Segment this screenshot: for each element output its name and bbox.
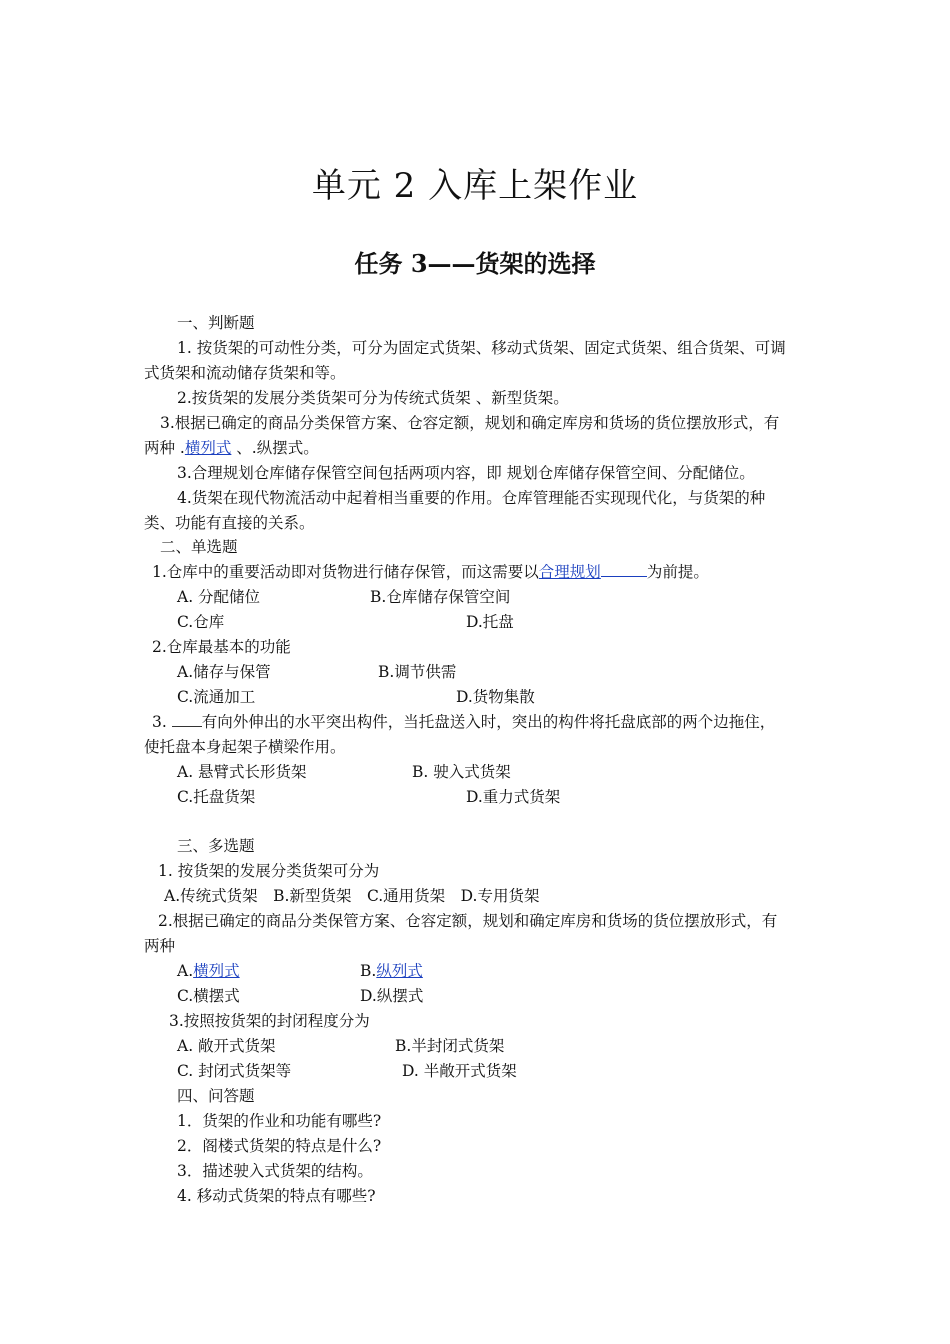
sa-question-3: 3．描述驶入式货架的结构。 bbox=[177, 1162, 373, 1180]
section-heading-single-choice: 二、单选题 bbox=[160, 538, 238, 556]
mc-q3-option-d: D. 半敞开式货架 bbox=[402, 1062, 517, 1080]
tf-question-4-line1: 4.货架在现代物流活动中起着相当重要的作用。仓库管理能否实现现代化，与货架的种 bbox=[177, 489, 766, 507]
sc-question-3-line2: 使托盘本身起架子横梁作用。 bbox=[144, 738, 346, 756]
sc-q2-option-a: A.储存与保管 bbox=[177, 663, 271, 681]
option-prefix: A. bbox=[177, 962, 194, 980]
sc-q2-option-d: D.货物集散 bbox=[456, 688, 535, 706]
mc-question-1: 1. 按货架的发展分类货架可分为 bbox=[158, 862, 380, 880]
option-text: 横摆式 bbox=[193, 987, 240, 1005]
tf-question-1-line2: 式货架和流动储存货架和等。 bbox=[144, 364, 346, 382]
mc-q2-option-d bbox=[360, 986, 423, 1006]
sc-q2-option-c: C.流通加工 bbox=[177, 688, 256, 706]
sc-question-3-line1 bbox=[152, 712, 775, 732]
section-heading-true-false: 一、判断题 bbox=[177, 314, 255, 332]
sa-question-4: 4. 移动式货架的特点有哪些? bbox=[177, 1187, 376, 1205]
tf-question-1-line1: 1. 按货架的可动性分类，可分为固定式货架、移动式货架、固定式货架、组合货架、可调 bbox=[177, 339, 786, 357]
sc-q3-option-d: D.重力式货架 bbox=[466, 788, 561, 806]
answer-link-horizontal[interactable]: 横列式 bbox=[184, 439, 232, 457]
sc-q3-option-c: C.托盘货架 bbox=[177, 788, 256, 806]
answer-blank bbox=[601, 562, 647, 577]
mc-q1-options: A.传统式货架 B.新型货架 C.通用货架 D.专用货架 bbox=[164, 887, 540, 905]
task-subtitle: 任务 3——货架的选择 bbox=[354, 249, 596, 278]
sc-question-2: 2.仓库最基本的功能 bbox=[152, 638, 291, 656]
mc-q3-option-b: B.半封闭式货架 bbox=[395, 1037, 505, 1055]
mc-q2-option-b bbox=[360, 961, 423, 981]
sc-q1-option-b: B.仓库储存保管空间 bbox=[370, 588, 511, 606]
tf-question-2: 2.按货架的发展分类货架可分为传统式货架 、新型货架。 bbox=[177, 389, 569, 407]
tf-question-3-prefix: 两种 . bbox=[144, 439, 185, 457]
mc-question-2-line1: 2.根据已确定的商品分类保管方案、仓容定额，规划和确定库房和货场的货位摆放形式，有 bbox=[158, 912, 778, 930]
sc-question-1-suffix: 为前提。 bbox=[646, 563, 709, 581]
sc-question-3-text: 有向外伸出的水平突出构件，当托盘送入时，突出的构件将托盘底部的两个边拖住， bbox=[201, 713, 776, 731]
mc-q2-option-c bbox=[177, 986, 240, 1006]
option-prefix: B. bbox=[360, 962, 377, 980]
sc-q1-option-d: D.托盘 bbox=[466, 613, 514, 631]
mc-question-3: 3.按照按货架的封闭程度分为 bbox=[169, 1012, 370, 1030]
section-heading-short-answer: 四、问答题 bbox=[177, 1087, 255, 1105]
mc-q3-option-c: C. 封闭式货架等 bbox=[177, 1062, 292, 1080]
option-prefix: C. bbox=[177, 987, 194, 1005]
mc-question-2-line2: 两种 bbox=[144, 937, 176, 955]
sa-question-1: 1．货架的作业和功能有哪些? bbox=[177, 1112, 382, 1130]
sc-question-3-number: 3. bbox=[152, 713, 172, 731]
tf-question-3b: 3.合理规划仓库储存保管空间包括两项内容，即 规划仓库储存保管空间、分配储位。 bbox=[177, 464, 755, 482]
sc-question-1-text: 1.仓库中的重要活动即对货物进行储存保管，而这需要以 bbox=[152, 563, 539, 581]
option-text: 纵摆式 bbox=[376, 987, 424, 1005]
section-heading-multiple-choice: 三、多选题 bbox=[177, 837, 255, 855]
sc-q1-option-c: C.仓库 bbox=[177, 613, 225, 631]
tf-question-3-suffix: 、.纵摆式。 bbox=[231, 439, 319, 457]
sc-q1-option-a: A. 分配储位 bbox=[177, 588, 261, 606]
tf-question-4-line2: 类、功能有直接的关系。 bbox=[144, 514, 315, 532]
tf-question-3-line2 bbox=[144, 438, 319, 458]
sc-q2-option-b: B.调节供需 bbox=[378, 663, 457, 681]
sc-q3-option-b: B. 驶入式货架 bbox=[412, 763, 511, 781]
sc-question-1 bbox=[152, 562, 709, 582]
tf-question-3-line1: 3.根据已确定的商品分类保管方案、仓容定额，规划和确定库房和货场的货位摆放形式，有 bbox=[160, 414, 780, 432]
sc-q3-option-a: A. 悬臂式长形货架 bbox=[177, 763, 307, 781]
answer-blank bbox=[172, 712, 202, 727]
answer-link-planning[interactable]: 合理规划 bbox=[538, 563, 601, 581]
mc-q3-option-a: A. 敞开式货架 bbox=[177, 1037, 276, 1055]
option-prefix: D. bbox=[360, 987, 377, 1005]
mc-q2-option-a bbox=[177, 961, 240, 981]
document-title: 单元 2 入库上架作业 bbox=[311, 166, 639, 206]
answer-link-vertical[interactable]: 纵列式 bbox=[376, 962, 423, 980]
answer-link-horizontal[interactable]: 横列式 bbox=[193, 962, 240, 980]
sa-question-2: 2．阁楼式货架的特点是什么? bbox=[177, 1137, 382, 1155]
